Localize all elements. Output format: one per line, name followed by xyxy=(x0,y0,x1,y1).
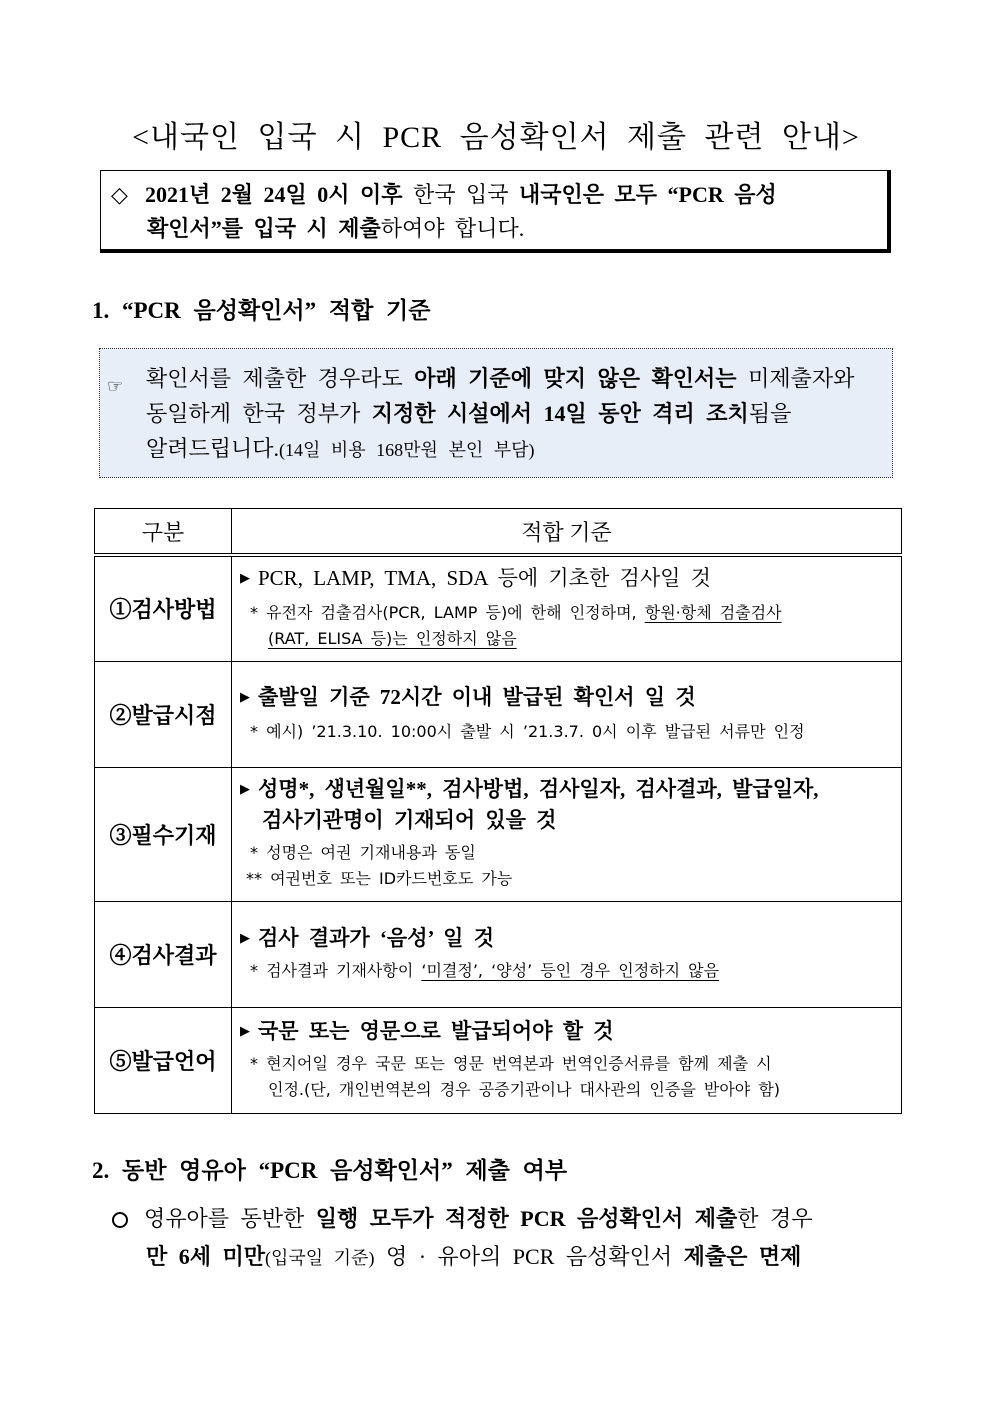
note-marker: * xyxy=(250,603,267,623)
row-category: ⑤발급언어 xyxy=(95,1007,232,1113)
triangle-bullet-icon: ▶ xyxy=(240,571,250,587)
criterion-note-emphasis: 항원·항체 검출검사 xyxy=(644,603,782,623)
notice-target: 내국인은 xyxy=(519,182,605,207)
criterion-main: 성명*, 생년월일**, 검사방법, 검사일자, 검사결과, 발급일자, xyxy=(258,777,819,801)
warning-line-2 xyxy=(146,396,791,431)
criterion-note: 여권번호 또는 ID카드번호도 가능 xyxy=(270,869,513,888)
warning-line-3 xyxy=(146,431,535,468)
row-category: ①검사방법 xyxy=(95,555,232,661)
warning-text: 아래 기준에 맞지 않은 확인서는 xyxy=(414,366,737,391)
criterion-note: 현지어일 경우 국문 또는 영문 번역본과 번역인증서류를 함께 제출 시 xyxy=(266,1053,772,1073)
notice-date: 2021년 2월 24일 0시 이후 xyxy=(145,182,403,207)
exemption-line-1 xyxy=(144,1200,813,1238)
table-row xyxy=(95,555,902,661)
warning-text: 됨을 xyxy=(748,401,792,426)
hollow-circle-icon xyxy=(112,1212,128,1228)
notice-line-2 xyxy=(147,211,524,246)
notice-text: 모두 “PCR 음성 xyxy=(604,182,777,207)
notice-text: 확인서”를 입국 시 제출 xyxy=(147,216,381,241)
row-category: ④검사결과 xyxy=(95,901,232,1007)
row-criteria xyxy=(232,767,902,901)
criterion-main: 검사기관명이 기재되어 있을 것 xyxy=(262,808,557,832)
warning-cost-note: (14일 비용 168만원 본인 부담) xyxy=(279,440,535,460)
triangle-bullet-icon: ▶ xyxy=(240,1023,250,1039)
criterion-main: 출발일 기준 72시간 이내 발급된 확인서 일 것 xyxy=(258,684,696,709)
note-marker: * xyxy=(250,960,267,980)
section-1-heading: 1. “PCR 음성확인서” 적합 기준 xyxy=(92,298,431,323)
white-diamond-icon: ◇ xyxy=(111,183,128,208)
row-criteria xyxy=(232,661,902,767)
table-row xyxy=(95,767,902,901)
warning-text: 확인서를 제출한 경우라도 xyxy=(146,366,415,391)
column-header-category: 구분 xyxy=(95,509,232,556)
row-category: ②발급시점 xyxy=(95,661,232,767)
exemption-result: 제출은 면제 xyxy=(683,1244,802,1269)
criterion-note: 유전자 검출검사(PCR, LAMP 등)에 한해 인정하며, xyxy=(266,603,645,623)
exemption-text: 한 경우 xyxy=(737,1206,813,1231)
column-header-criteria: 적합 기준 xyxy=(232,509,902,556)
table-row xyxy=(95,1007,902,1113)
table-row xyxy=(95,901,902,1007)
triangle-bullet-icon: ▶ xyxy=(240,689,250,705)
row-criteria xyxy=(232,901,902,1007)
criterion-main: PCR, LAMP, TMA, SDA 등에 기초한 검사일 것 xyxy=(258,566,711,591)
exemption-line-2 xyxy=(146,1238,801,1277)
pointing-hand-icon: ☞ xyxy=(107,376,124,397)
exemption-text: 일행 모두가 적정한 PCR 음성확인서 제출 xyxy=(315,1206,738,1231)
note-marker: * xyxy=(250,721,267,741)
criterion-main: 검사 결과가 ‘음성’ 일 것 xyxy=(258,925,495,950)
criterion-note: 인정.(단, 개인번역본의 경우 공증기관이나 대사관의 인증을 받아야 함) xyxy=(268,1079,781,1099)
criterion-note-emphasis: ‘미결정’, ‘양성’ 등인 경우 인정하지 않음 xyxy=(421,960,720,980)
exemption-age: 만 6세 미만 xyxy=(146,1244,266,1269)
table-row xyxy=(95,661,902,767)
notice-text: 하여야 합니다. xyxy=(380,216,525,241)
row-criteria xyxy=(232,555,902,661)
criteria-table xyxy=(94,508,902,1114)
exemption-basis: (입국일 기준) xyxy=(265,1248,375,1268)
criterion-note-emphasis: (RAT, ELISA 등)는 인정하지 않음 xyxy=(268,629,517,649)
page-title: <내국인 입국 시 PCR 음성확인서 제출 관련 안내> xyxy=(132,121,860,154)
table-header-row xyxy=(95,509,902,556)
criterion-note: 성명은 여권 기재내용과 동일 xyxy=(266,843,476,862)
note-marker: * xyxy=(250,843,267,862)
criterion-main: 국문 또는 영문으로 발급되어야 할 것 xyxy=(258,1018,614,1043)
section-2-heading: 2. 동반 영유아 “PCR 음성확인서” 제출 여부 xyxy=(92,1158,568,1183)
note-marker: ** xyxy=(246,869,271,888)
note-marker: * xyxy=(250,1053,267,1073)
criterion-note: 예시) ’21.3.10. 10:00시 출발 시 ’21.3.7. 0시 이후 발급된 서류만 인정 xyxy=(266,721,805,741)
warning-text: 지정한 시설에서 14일 동안 격리 조치 xyxy=(371,401,749,426)
warning-text: 알려드립니다. xyxy=(146,436,280,461)
triangle-bullet-icon: ▶ xyxy=(240,782,250,797)
triangle-bullet-icon: ▶ xyxy=(240,930,250,946)
row-category: ③필수기재 xyxy=(95,767,232,901)
criteria-warning-box xyxy=(99,348,893,478)
warning-line-1 xyxy=(146,361,854,396)
notice-box xyxy=(100,170,891,253)
exemption-text: 영유아를 동반한 xyxy=(144,1206,316,1231)
criterion-note: 검사결과 기재사항이 xyxy=(266,960,422,980)
warning-text: 동일하게 한국 정부가 xyxy=(146,401,372,426)
exemption-text: 영 · 유아의 PCR 음성확인서 xyxy=(374,1244,684,1269)
notice-text: 한국 입국 xyxy=(402,182,520,207)
warning-text: 미제출자와 xyxy=(736,366,855,391)
notice-line-1 xyxy=(111,177,777,213)
row-criteria xyxy=(232,1007,902,1113)
